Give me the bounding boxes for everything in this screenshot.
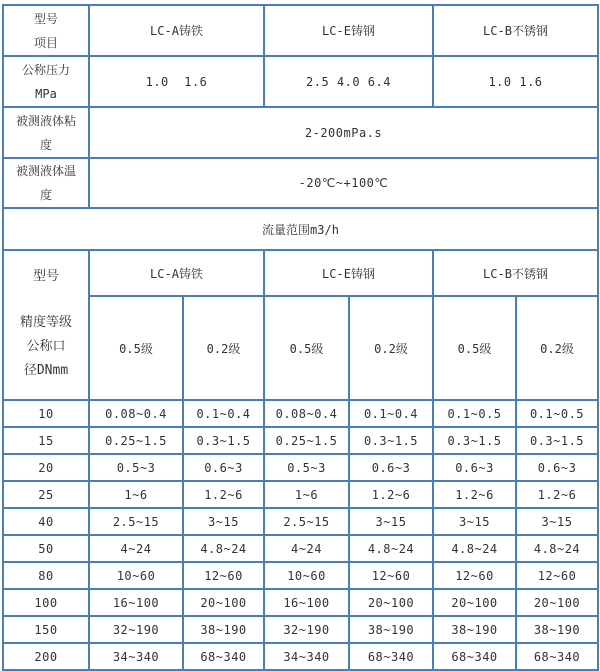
flow-value-cell: 0.6~3 — [349, 454, 433, 481]
flow-value-cell: 10~60 — [89, 562, 183, 589]
table-row — [3, 5, 598, 56]
dn-cell: 80 — [3, 562, 89, 589]
flow-value-cell: 2.5~15 — [89, 508, 183, 535]
model-accuracy-cell — [3, 250, 89, 400]
flow-value-cell: 20~100 — [433, 589, 516, 616]
accuracy-dn-label: 精度等级 公称口 径DNmm — [19, 315, 72, 378]
dn-cell: 100 — [3, 589, 89, 616]
flow-value-cell: 3~15 — [433, 508, 516, 535]
accuracy-class-cell: 0.5级 — [264, 296, 349, 400]
table-row — [3, 535, 598, 562]
flow-value-cell: 20~100 — [349, 589, 433, 616]
flow-value-cell: 1.2~6 — [349, 481, 433, 508]
flow-value-cell: 38~190 — [433, 616, 516, 643]
corner-cell — [3, 5, 89, 56]
flow-value-cell: 34~340 — [264, 643, 349, 670]
viscosity-label: 被测液体粘 度 — [3, 107, 89, 158]
dn-cell: 200 — [3, 643, 89, 670]
flow-value-cell: 0.3~1.5 — [349, 427, 433, 454]
flow-value-cell: 0.1~0.5 — [516, 400, 598, 427]
table-row — [3, 508, 598, 535]
flow-value-cell: 0.6~3 — [516, 454, 598, 481]
flow-value-cell: 38~190 — [516, 616, 598, 643]
flow-value-cell: 4~24 — [264, 535, 349, 562]
flow-value-cell: 68~340 — [516, 643, 598, 670]
flow-value-cell: 0.1~0.4 — [183, 400, 264, 427]
viscosity-value: 2-200mPa.s — [89, 107, 598, 158]
pressure-label: 公称压力 MPa — [3, 56, 89, 107]
accuracy-class-cell: 0.5级 — [433, 296, 516, 400]
dn-cell: 10 — [3, 400, 89, 427]
temperature-label: 被测液体温 度 — [3, 158, 89, 208]
table-row — [3, 158, 598, 208]
flow-material-header-lcb: LC-B不锈钢 — [433, 250, 598, 296]
flow-value-cell: 0.08~0.4 — [264, 400, 349, 427]
flow-value-cell: 4.8~24 — [516, 535, 598, 562]
dn-cell: 40 — [3, 508, 89, 535]
flow-value-cell: 16~100 — [89, 589, 183, 616]
flow-value-cell: 32~190 — [264, 616, 349, 643]
flow-material-header-lca: LC-A铸铁 — [89, 250, 264, 296]
pressure-value-lce: 2.5 4.0 6.4 — [264, 56, 433, 107]
flow-value-cell: 1~6 — [89, 481, 183, 508]
flow-value-cell: 0.25~1.5 — [89, 427, 183, 454]
flow-value-cell: 68~340 — [349, 643, 433, 670]
flow-value-cell: 0.3~1.5 — [433, 427, 516, 454]
flow-value-cell: 0.5~3 — [264, 454, 349, 481]
flow-value-cell: 12~60 — [516, 562, 598, 589]
model-accuracy-inner — [4, 252, 88, 398]
flow-value-cell: 4.8~24 — [433, 535, 516, 562]
table-row — [3, 589, 598, 616]
flow-value-cell: 0.6~3 — [183, 454, 264, 481]
dn-cell: 20 — [3, 454, 89, 481]
flow-value-cell: 4~24 — [89, 535, 183, 562]
spec-table — [2, 4, 599, 671]
flow-range-title: 流量范围m3/h — [3, 208, 598, 250]
table-row — [3, 481, 598, 508]
table-row — [3, 107, 598, 158]
dn-cell: 150 — [3, 616, 89, 643]
pressure-value-lcb: 1.0 1.6 — [433, 56, 598, 107]
flow-value-cell: 68~340 — [183, 643, 264, 670]
corner-line-item: 项目 — [33, 35, 58, 50]
model-label: 型号 — [32, 268, 59, 284]
table-row — [3, 208, 598, 250]
flow-value-cell: 0.5~3 — [89, 454, 183, 481]
pressure-value-lca: 1.0 1.6 — [89, 56, 264, 107]
flow-value-cell: 12~60 — [183, 562, 264, 589]
flow-material-header-lce: LC-E铸钢 — [264, 250, 433, 296]
flow-value-cell: 0.6~3 — [433, 454, 516, 481]
flow-value-cell: 1.2~6 — [516, 481, 598, 508]
corner-line-model: 型号 — [33, 11, 58, 26]
table-row — [3, 427, 598, 454]
flow-value-cell: 10~60 — [264, 562, 349, 589]
table-row — [3, 562, 598, 589]
flow-value-cell: 1.2~6 — [433, 481, 516, 508]
flow-value-cell: 38~190 — [349, 616, 433, 643]
flow-value-cell: 0.08~0.4 — [89, 400, 183, 427]
flow-value-cell: 38~190 — [183, 616, 264, 643]
flow-value-cell: 4.8~24 — [183, 535, 264, 562]
table-row — [3, 56, 598, 107]
material-header-lca: LC-A铸铁 — [89, 5, 264, 56]
temperature-value: -20℃~+100℃ — [89, 158, 598, 208]
flow-value-cell: 1.2~6 — [183, 481, 264, 508]
table-row — [3, 454, 598, 481]
accuracy-class-cell: 0.5级 — [89, 296, 183, 400]
flow-value-cell: 32~190 — [89, 616, 183, 643]
flow-value-cell: 4.8~24 — [349, 535, 433, 562]
table-row — [3, 296, 598, 400]
dn-cell: 25 — [3, 481, 89, 508]
table-row — [3, 400, 598, 427]
accuracy-class-cell: 0.2级 — [183, 296, 264, 400]
flow-value-cell: 0.25~1.5 — [264, 427, 349, 454]
flow-value-cell: 0.1~0.4 — [349, 400, 433, 427]
material-header-lcb: LC-B不锈钢 — [433, 5, 598, 56]
flow-value-cell: 16~100 — [264, 589, 349, 616]
material-header-lce: LC-E铸钢 — [264, 5, 433, 56]
flow-value-cell: 34~340 — [89, 643, 183, 670]
flow-value-cell: 12~60 — [433, 562, 516, 589]
dn-cell: 15 — [3, 427, 89, 454]
flow-value-cell: 1~6 — [264, 481, 349, 508]
flow-value-cell: 0.3~1.5 — [516, 427, 598, 454]
flow-value-cell: 0.1~0.5 — [433, 400, 516, 427]
accuracy-class-cell: 0.2级 — [349, 296, 433, 400]
flow-value-cell: 12~60 — [349, 562, 433, 589]
table-row — [3, 643, 598, 670]
flow-value-cell: 3~15 — [349, 508, 433, 535]
flow-value-cell: 2.5~15 — [264, 508, 349, 535]
flow-value-cell: 3~15 — [183, 508, 264, 535]
flow-value-cell: 3~15 — [516, 508, 598, 535]
flow-value-cell: 20~100 — [183, 589, 264, 616]
dn-cell: 50 — [3, 535, 89, 562]
table-row — [3, 250, 598, 296]
flow-value-cell: 0.3~1.5 — [183, 427, 264, 454]
flow-value-cell: 20~100 — [516, 589, 598, 616]
flow-value-cell: 68~340 — [433, 643, 516, 670]
accuracy-class-cell: 0.2级 — [516, 296, 598, 400]
